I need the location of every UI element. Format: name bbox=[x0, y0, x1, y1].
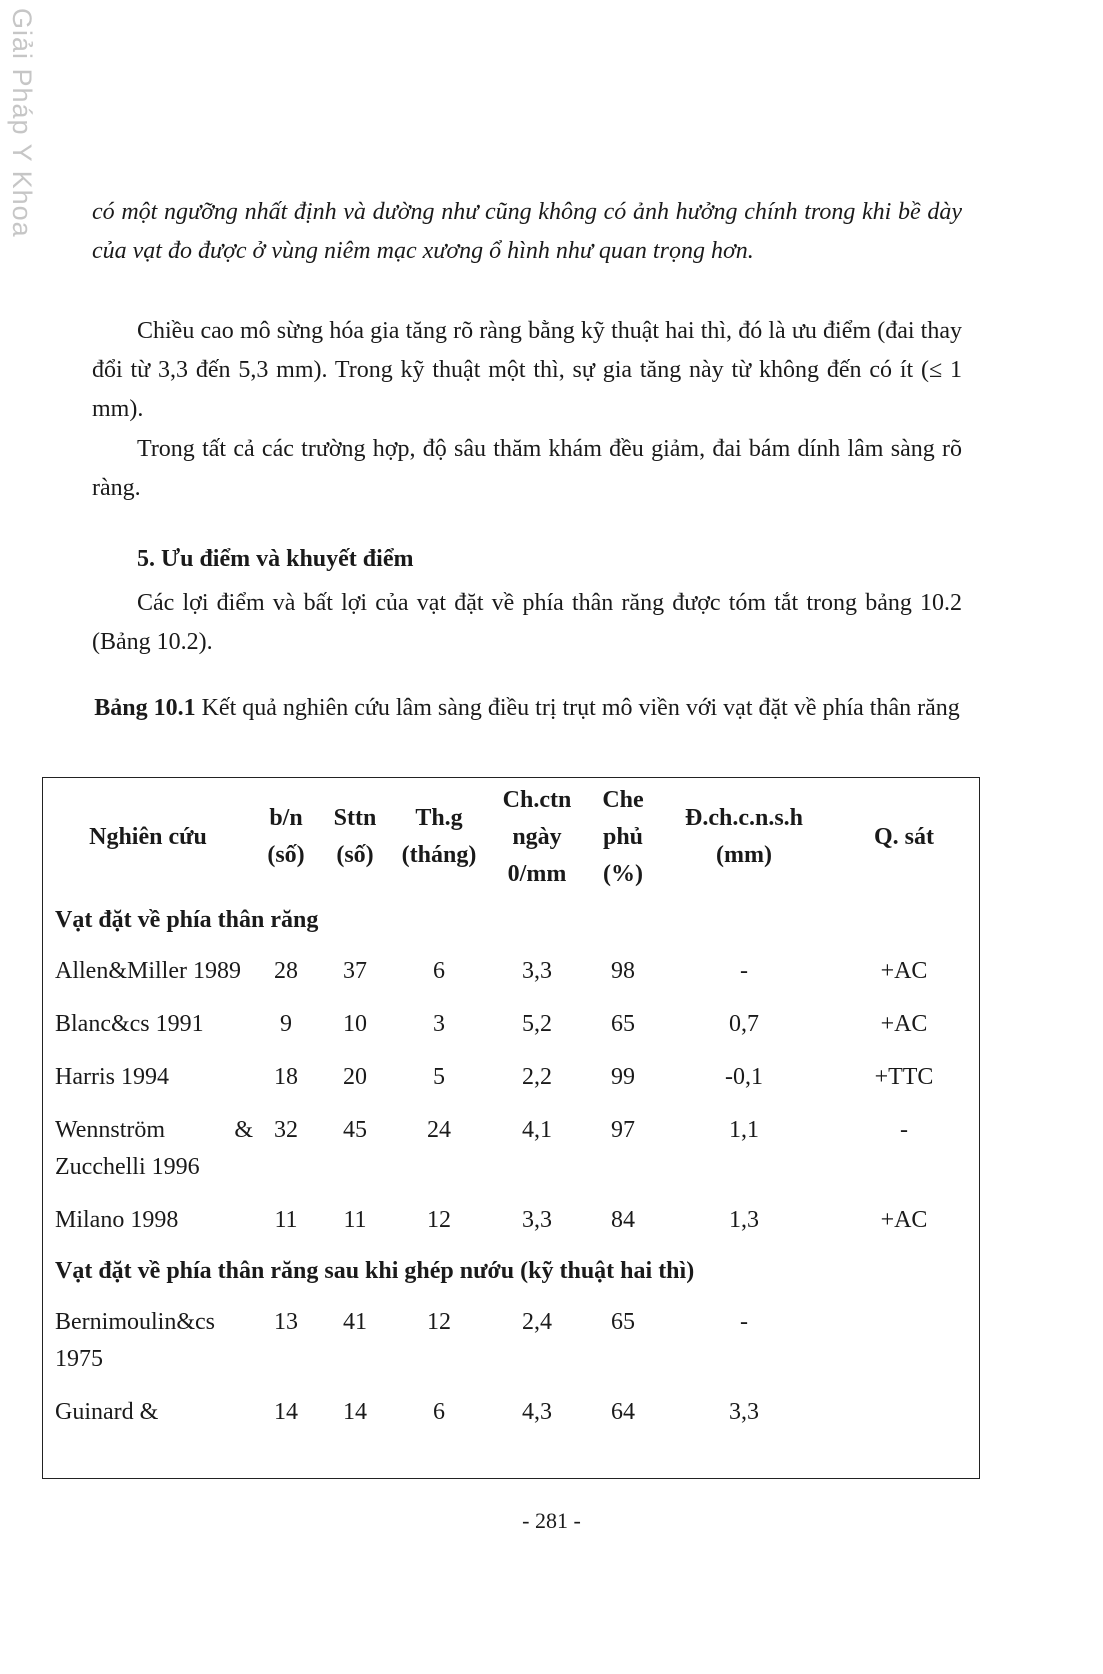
cell-months: 24 bbox=[427, 1117, 451, 1143]
header-sites: Sttn (số) bbox=[333, 805, 377, 868]
cell-sites: 45 bbox=[343, 1117, 367, 1143]
table-row bbox=[43, 1051, 979, 1104]
cell-attachment: - bbox=[740, 1309, 748, 1335]
cell-recession: 3,3 bbox=[522, 958, 552, 984]
table-row bbox=[43, 1104, 979, 1194]
cell-coverage: 65 bbox=[611, 1309, 635, 1335]
cell-months: 5 bbox=[433, 1064, 445, 1090]
paragraph-keratinized-tissue: Chiều cao mô sừng hóa gia tăng rõ ràng bằng kỹ thuật hai thì, đó là ưu điểm (đai thay đổi từ 3,3 đến 5,3 mm). Trong kỹ thuật một thì, sự gia tăng này từ không đến có ít (≤ 1 mm). bbox=[92, 318, 962, 422]
results-table bbox=[42, 777, 980, 1479]
results-table-grid bbox=[43, 778, 979, 1439]
table-section-row bbox=[43, 896, 979, 945]
table-caption bbox=[92, 690, 962, 727]
table-header-row bbox=[43, 778, 979, 896]
cell-sites: 20 bbox=[343, 1064, 367, 1090]
cell-attachment: 0,7 bbox=[729, 1011, 759, 1037]
cell-sites: 10 bbox=[343, 1011, 367, 1037]
table-row bbox=[43, 1296, 979, 1386]
table-row bbox=[43, 1386, 979, 1439]
cell-attachment: -0,1 bbox=[725, 1064, 763, 1090]
paragraph-probing-depth: Trong tất cả các trường hợp, độ sâu thăm khám đều giảm, đai bám dính lâm sàng rõ ràng. bbox=[92, 436, 962, 501]
table-section-row bbox=[43, 1247, 979, 1296]
paragraph-advantages: Các lợi điểm và bất lợi của vạt đặt về phía thân răng được tóm tắt trong bảng 10.2 (Bảng 10.2). bbox=[92, 590, 962, 655]
cell-coverage: 64 bbox=[611, 1399, 635, 1425]
cell-patients: 28 bbox=[274, 958, 298, 984]
table-caption-text: Kết quả nghiên cứu lâm sàng điều trị trụt mô viền với vạt đặt về phía thân răng bbox=[195, 695, 960, 721]
cell-observation: - bbox=[900, 1117, 908, 1143]
table-caption-label: Bảng 10.1 bbox=[94, 695, 196, 721]
cell-study: Harris 1994 bbox=[55, 1064, 169, 1090]
cell-patients: 11 bbox=[274, 1207, 298, 1233]
cell-study: Milano 1998 bbox=[55, 1207, 179, 1233]
cell-coverage: 98 bbox=[611, 958, 635, 984]
cell-study: Allen&Miller 1989 bbox=[55, 958, 241, 984]
header-attachment-change: Đ.ch.c.n.s.h (mm) bbox=[684, 805, 804, 868]
cell-recession: 3,3 bbox=[522, 1207, 552, 1233]
cell-months: 3 bbox=[433, 1011, 445, 1037]
cell-recession: 5,2 bbox=[522, 1011, 552, 1037]
table-row bbox=[43, 945, 979, 998]
cell-sites: 14 bbox=[343, 1399, 367, 1425]
cell-attachment: 3,3 bbox=[729, 1399, 759, 1425]
cell-study: Guinard & bbox=[55, 1399, 159, 1425]
cell-sites: 11 bbox=[343, 1207, 367, 1233]
header-coverage: Che phủ (%) bbox=[602, 786, 644, 887]
cell-observation: +AC bbox=[880, 958, 928, 984]
section-heading: 5. Ưu điểm và khuyết điểm bbox=[137, 546, 414, 572]
cell-observation bbox=[829, 1386, 979, 1439]
cell-attachment: 1,1 bbox=[729, 1117, 759, 1143]
cell-sites: 37 bbox=[343, 958, 367, 984]
cell-coverage: 99 bbox=[611, 1064, 635, 1090]
header-months: Th.g (tháng) bbox=[401, 805, 477, 868]
cell-months: 12 bbox=[427, 1309, 451, 1335]
watermark: Giải Pháp Y Khoa bbox=[7, 8, 37, 238]
cell-months: 6 bbox=[433, 1399, 445, 1425]
section-title: Vạt đặt về phía thân răng sau khi ghép nướu (kỹ thuật hai thì) bbox=[55, 1258, 695, 1284]
cell-observation: +TTC bbox=[874, 1064, 934, 1090]
cell-recession: 4,3 bbox=[522, 1399, 552, 1425]
cell-coverage: 84 bbox=[611, 1207, 635, 1233]
cell-observation: +AC bbox=[880, 1207, 928, 1233]
cell-patients: 13 bbox=[274, 1309, 298, 1335]
header-study: Nghiên cứu bbox=[89, 823, 207, 850]
cell-months: 12 bbox=[427, 1207, 451, 1233]
cell-coverage: 97 bbox=[611, 1117, 635, 1143]
header-recession-day0: Ch.ctn ngày 0/mm bbox=[502, 786, 572, 887]
cell-months: 6 bbox=[433, 958, 445, 984]
cell-patients: 9 bbox=[280, 1011, 292, 1037]
cell-observation bbox=[829, 1296, 979, 1386]
header-observation: Q. sát bbox=[874, 823, 934, 850]
cell-study: Wennström & Zucchelli 1996 bbox=[55, 1117, 253, 1180]
cell-sites: 41 bbox=[343, 1309, 367, 1335]
header-patients: b/n (số) bbox=[267, 805, 305, 868]
cell-study: Blanc&cs 1991 bbox=[55, 1011, 204, 1037]
cell-patients: 32 bbox=[274, 1117, 298, 1143]
cell-attachment: 1,3 bbox=[729, 1207, 759, 1233]
table-row bbox=[43, 998, 979, 1051]
cell-recession: 2,4 bbox=[522, 1309, 552, 1335]
cell-patients: 14 bbox=[274, 1399, 298, 1425]
section-title: Vạt đặt về phía thân răng bbox=[55, 907, 319, 933]
cell-attachment: - bbox=[740, 958, 748, 984]
cell-patients: 18 bbox=[274, 1064, 298, 1090]
cell-recession: 4,1 bbox=[522, 1117, 552, 1143]
table-row bbox=[43, 1194, 979, 1247]
cell-study: Bernimoulin&cs 1975 bbox=[55, 1309, 215, 1372]
paragraph-continuation: có một ngưỡng nhất định và dường như cũng không có ảnh hưởng chính trong khi bề dày của vạt đo được ở vùng niêm mạc xương ổ hình như quan trọng hơn. bbox=[92, 199, 962, 264]
page-number: - 281 - bbox=[522, 1508, 581, 1533]
cell-coverage: 65 bbox=[611, 1011, 635, 1037]
cell-observation: +AC bbox=[880, 1011, 928, 1037]
cell-recession: 2,2 bbox=[522, 1064, 552, 1090]
